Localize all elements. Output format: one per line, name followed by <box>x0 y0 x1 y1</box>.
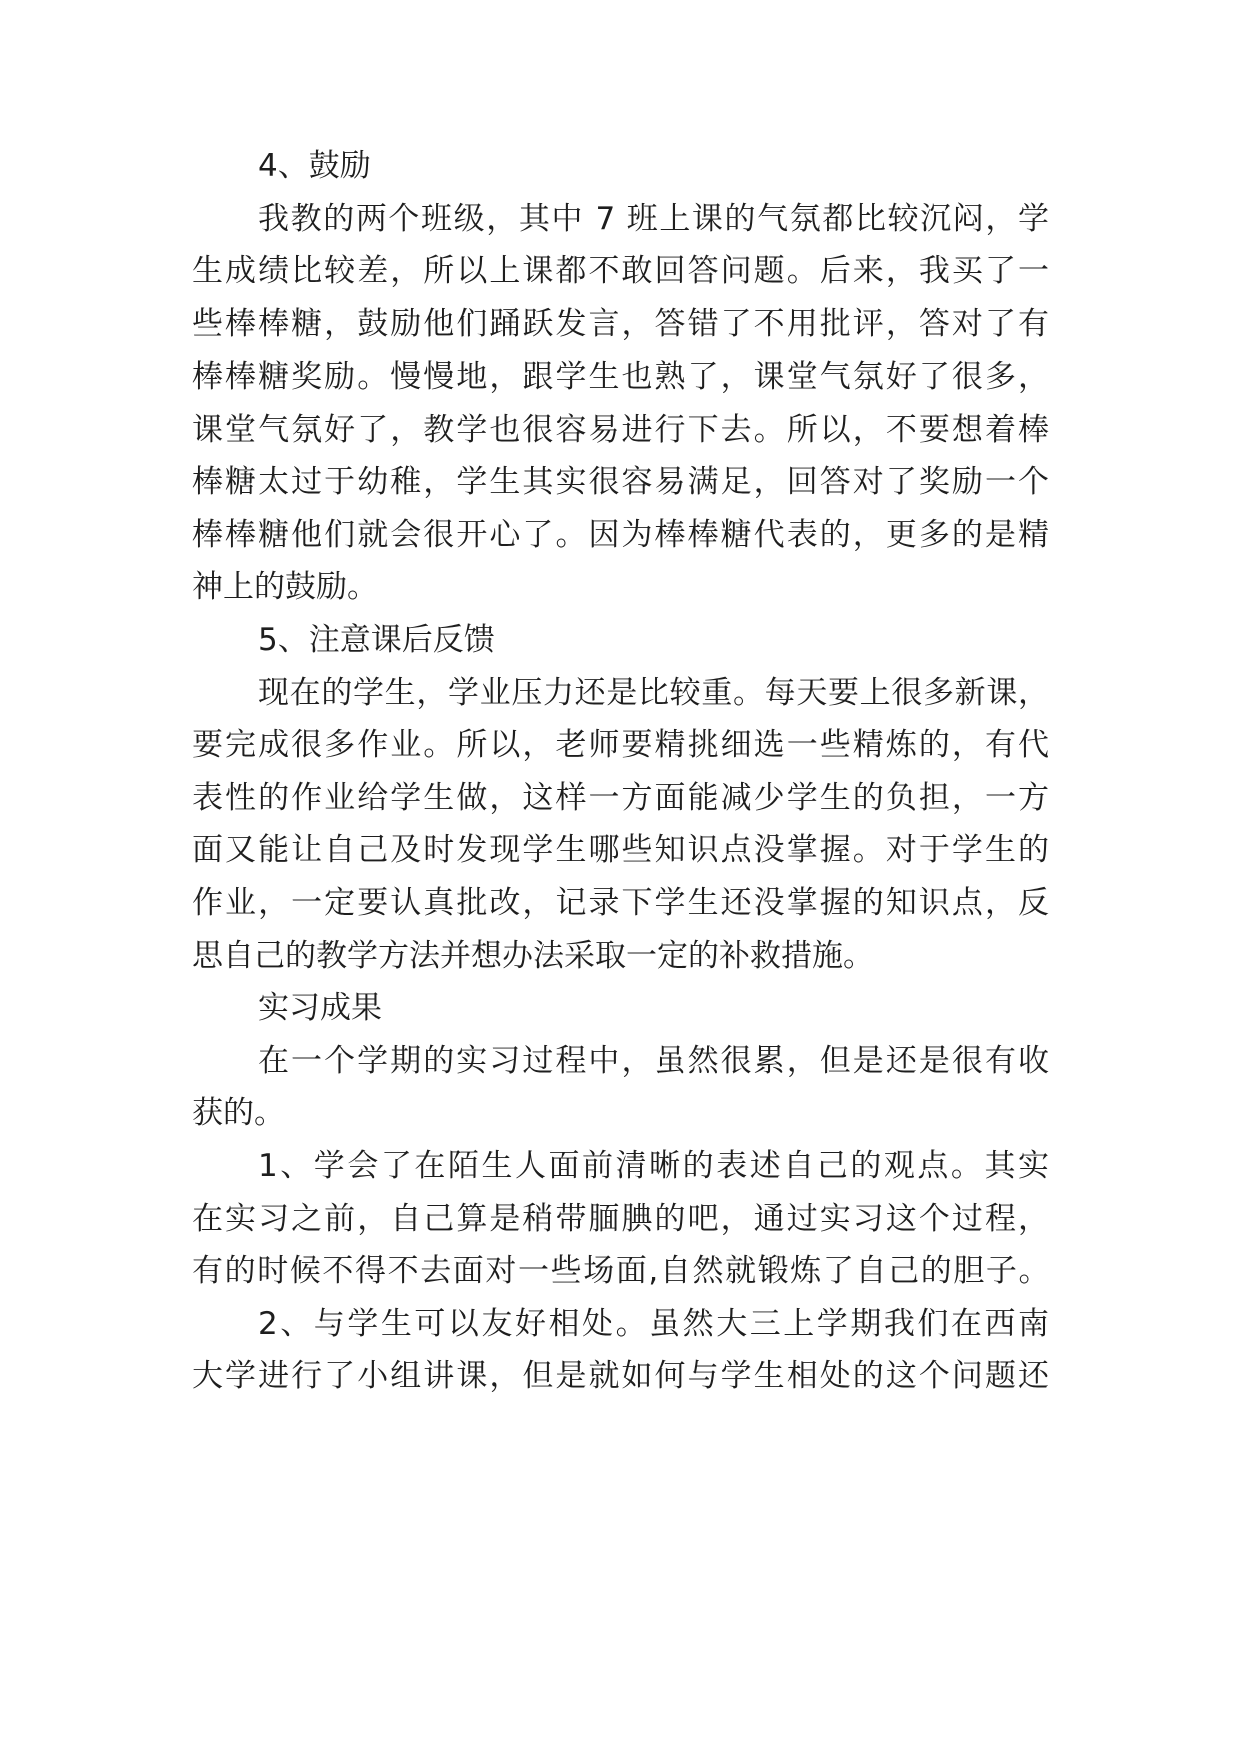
paragraph-line: 1、学会了在陌生人面前清晰的表述自己的观点。其实 <box>258 1148 1049 1184</box>
paragraph-line: 2、与学生可以友好相处。虽然大三上学期我们在西南 <box>258 1306 1049 1342</box>
paragraph-line: 获的。 <box>192 1095 285 1131</box>
paragraph-line: 大学进行了小组讲课，但是就如何与学生相处的这个问题还 <box>192 1358 1049 1394</box>
paragraph-line: 课堂气氛好了，教学也很容易进行下去。所以，不要想着棒 <box>192 412 1049 448</box>
paragraph-line: 神上的鼓励。 <box>192 569 378 605</box>
paragraph-line: 在实习之前，自己算是稍带腼腆的吧，通过实习这个过程， <box>192 1201 1049 1237</box>
paragraph-line: 表性的作业给学生做，这样一方面能减少学生的负担，一方 <box>192 780 1049 816</box>
paragraph-line: 现在的学生，学业压力还是比较重。每天要上很多新课， <box>258 675 1049 711</box>
section-heading: 实习成果 <box>258 990 382 1026</box>
paragraph-line: 棒棒糖奖励。慢慢地，跟学生也熟了，课堂气氛好了很多， <box>192 359 1049 395</box>
paragraph-line: 棒棒糖他们就会很开心了。因为棒棒糖代表的，更多的是精 <box>192 517 1049 553</box>
paragraph-line: 在一个学期的实习过程中，虽然很累，但是还是很有收 <box>258 1043 1049 1079</box>
section-heading: 4、鼓励 <box>258 148 371 184</box>
paragraph-line: 我教的两个班级，其中 7 班上课的气氛都比较沉闷，学 <box>258 201 1049 237</box>
paragraph-line: 生成绩比较差，所以上课都不敢回答问题。后来，我买了一 <box>192 253 1049 289</box>
paragraph-line: 面又能让自己及时发现学生哪些知识点没掌握。对于学生的 <box>192 832 1049 868</box>
paragraph-line: 作业，一定要认真批改，记录下学生还没掌握的知识点，反 <box>192 885 1049 921</box>
paragraph-line: 要完成很多作业。所以，老师要精挑细选一些精炼的，有代 <box>192 727 1049 763</box>
paragraph-line: 思自己的教学方法并想办法采取一定的补救措施。 <box>192 938 874 974</box>
paragraph-line: 些棒棒糖，鼓励他们踊跃发言，答错了不用批评，答对了有 <box>192 306 1049 342</box>
section-heading: 5、注意课后反馈 <box>258 622 495 658</box>
paragraph-line: 有的时候不得不去面对一些场面,自然就锻炼了自己的胆子。 <box>192 1253 1049 1289</box>
paragraph-line: 棒糖太过于幼稚，学生其实很容易满足，回答对了奖励一个 <box>192 464 1049 500</box>
